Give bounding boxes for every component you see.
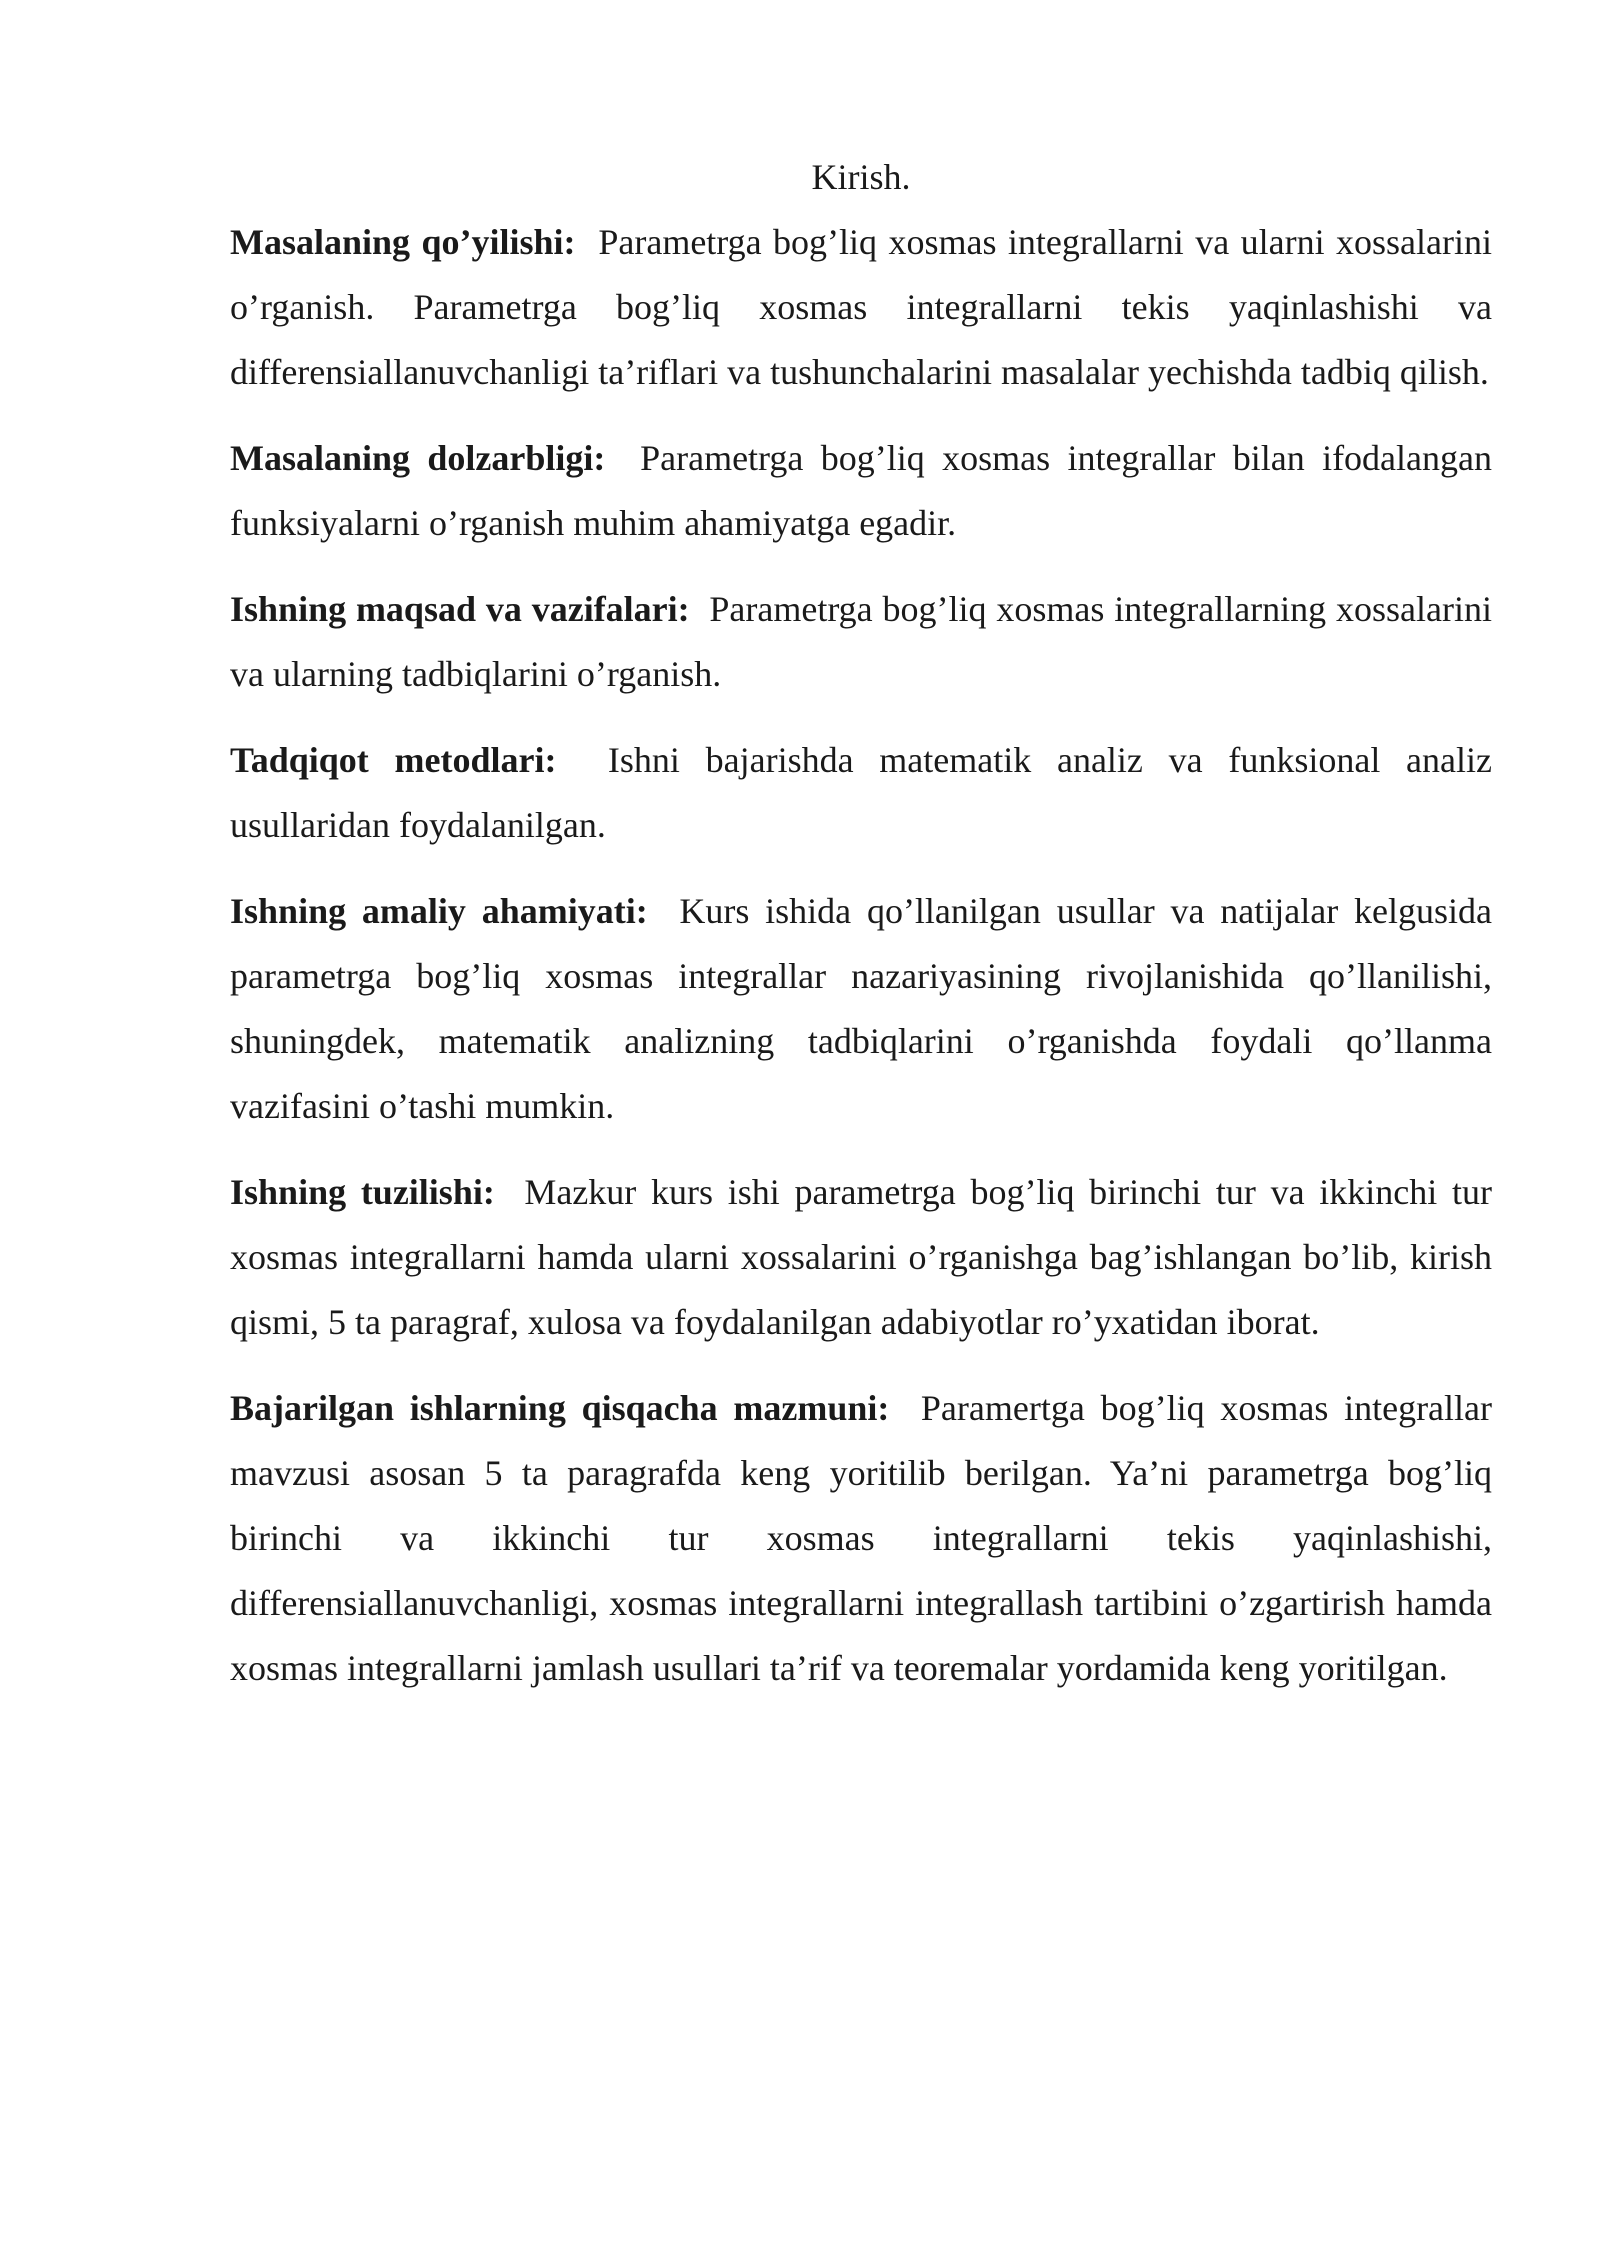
- paragraph-practical-value: [230, 879, 1492, 1139]
- document-page: [230, 145, 1492, 1722]
- paragraph-text: Mazkur kurs ishi parametrga bog’liq birinchi tur va ikkinchi tur xosmas integrallarni hamda ularni xossalarini o’rganishga bag’ishlangan bo’lib, kirish qismi, 5 ta paragraf, xulosa va foydalanilgan adabiyotlar ro’yxatidan iborat.: [230, 1172, 1493, 1342]
- paragraph-text: Paramertga bog’liq xosmas integrallar mavzusi asosan 5 ta paragrafda keng yoritilib berilgan. Ya’ni parametrga bog’liq birinchi va ikkinchi tur xosmas integrallarni tekis yaqinlashishi, differensiallanuvchanligi, xosmas integrallarni integrallash tartibini o’zgartirish hamda xosmas integrallarni jamlash usullari ta’rif va teoremalar yordamida keng yoritilgan.: [230, 1388, 1493, 1688]
- paragraph-text: Parametrga bog’liq xosmas integrallarning xossalarini va ularning tadbiqlarini o’rganish.: [230, 589, 1492, 694]
- paragraph-goals: [230, 577, 1492, 707]
- paragraph-summary: [230, 1376, 1492, 1701]
- paragraph-text: Parametrga bog’liq xosmas integrallarni va ularni xossalarini o’rganish. Parametrga bog’liq xosmas integrallarni tekis yaqinlashishi va differensiallanuvchanligi ta’riflari va tushunchalarini masalalar yechishda tadbiq qilish.: [230, 222, 1493, 392]
- paragraph-label: Ishning maqsad va vazifalari:: [230, 589, 690, 629]
- paragraph-label: Tadqiqot metodlari:: [230, 740, 557, 780]
- paragraph-methods: [230, 728, 1492, 858]
- paragraph-label: Bajarilgan ishlarning qisqacha mazmuni:: [230, 1388, 890, 1428]
- paragraph-label: Masalaning qo’yilishi:: [230, 222, 576, 262]
- page-title: Kirish.: [811, 157, 911, 197]
- paragraph-label: Masalaning dolzarbligi:: [230, 438, 606, 478]
- paragraph-text: Parametrga bog’liq xosmas integrallar bilan ifodalangan funksiyalarni o’rganish muhim ahamiyatga egadir.: [230, 438, 1492, 543]
- paragraph-relevance: [230, 426, 1492, 556]
- paragraph-problem-statement: [230, 210, 1492, 405]
- paragraph-label: Ishning amaliy ahamiyati:: [230, 891, 648, 931]
- paragraph-text: Kurs ishida qo’llanilgan usullar va natijalar kelgusida parametrga bog’liq xosmas integrallar nazariyasining rivojlanishida qo’llanilishi, shuningdek, matematik analizning tadbiqlarini o’rganishda foydali qo’llanma vazifasini o’tashi mumkin.: [230, 891, 1492, 1126]
- paragraph-structure: [230, 1160, 1492, 1355]
- paragraph-text: Ishni bajarishda matematik analiz va funksional analiz usullaridan foydalanilgan.: [230, 740, 1492, 845]
- paragraph-label: Ishning tuzilishi:: [230, 1172, 495, 1212]
